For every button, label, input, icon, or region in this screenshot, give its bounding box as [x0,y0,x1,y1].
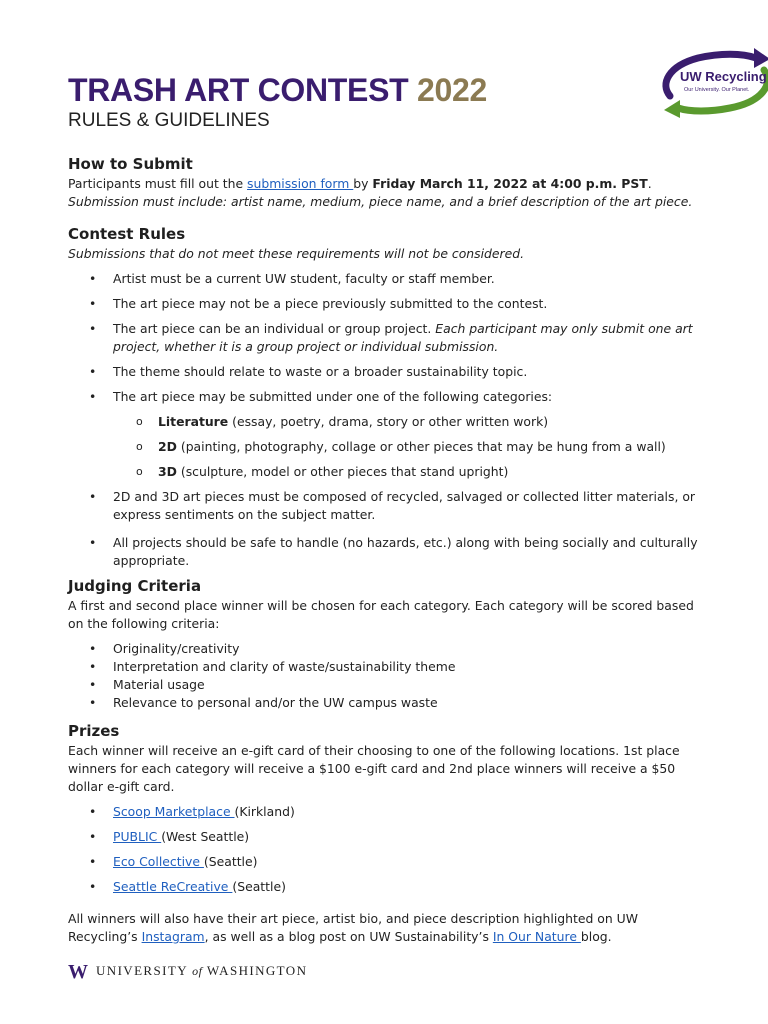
instagram-link[interactable]: Instagram [141,929,205,944]
bullet: • [89,389,97,404]
scoop-marketplace-link[interactable]: Scoop Marketplace [113,804,235,819]
list-item: • The art piece may be submitted under one of the following categories: [89,389,553,404]
footer [68,960,307,982]
submit-paragraph: Participants must fill out the submission form by Friday March 11, 2022 at 4:00 p.m. PST. Submission must include: artist name, medium, piece name, and a brief description of the art piece. [68,176,693,209]
bullet: • [89,271,97,286]
bullet: • [89,321,97,336]
judging-intro: A first and second place winner will be chosen for each category. Each category will be scored based on the following criteria: [68,598,694,631]
public-link[interactable]: PUBLIC [113,829,162,844]
page-subtitle: RULES & GUIDELINES [68,110,270,131]
submit-heading: How to Submit [68,155,193,173]
prizes-heading: Prizes [68,722,120,740]
location-item: • PUBLIC (West Seattle) [89,829,250,844]
uw-w-logo-icon [68,962,90,980]
bullet: • [89,677,97,692]
bullet: • [89,535,97,550]
title-year: 2022 [416,72,487,108]
in-our-nature-link[interactable]: In Our Nature [492,929,581,944]
list-item: • Originality/creativity [89,641,240,656]
category-item: o 2D (painting, photography, collage or other pieces that may be hung from a wall) [136,439,666,454]
location-item: • Seattle ReCreative (Seattle) [89,879,286,894]
bullet: • [89,804,97,819]
rules-intro: Submissions that do not meet these requirements will not be considered. [68,246,525,261]
bullet: • [89,854,97,869]
logo-text: UW Recycling [680,69,767,84]
list-item: • Interpretation and clarity of waste/sustainability theme [89,659,456,674]
prize-locations [68,803,700,896]
deadline: Friday March 11, 2022 at 4:00 p.m. PST [372,176,648,191]
judging-list [68,640,700,712]
prizes-intro: Each winner will receive an e-gift card of their choosing to one of the following locations. 1st place winners for each category will receive a $100 e-gift card and 2nd place winners will receive a $50 dollar e-gift card. [68,743,680,794]
rules-list-continued [68,488,700,570]
rules-heading: Contest Rules [68,225,186,243]
list-item: • The art piece may not be a piece previously submitted to the contest. [89,296,548,311]
submission-form-link[interactable]: submission form [247,176,354,191]
list-item: • Relevance to personal and/or the UW campus waste [89,695,438,710]
bullet: • [89,641,97,656]
bullet: • [89,879,97,894]
svg-text:W: W [68,962,88,980]
page-title: TRASH ART CONTEST 2022 [68,72,487,108]
submission-requirements: Submission must include: artist name, medium, piece name, and a brief description of the art piece. [68,194,693,209]
list-item: • All projects should be safe to handle (no hazards, etc.) along with being socially and culturally appropriate. [89,535,698,568]
uw-recycling-logo [658,44,768,122]
judging-heading: Judging Criteria [68,577,202,595]
closing-paragraph: All winners will also have their art piece, artist bio, and piece description highlighted on UW Recycling’s Instagram, as well as a blog post on UW Sustainability’s In Our Nature blog. [68,911,638,944]
list-item: • The theme should relate to waste or a broader sustainability topic. [89,364,528,379]
document-body [68,153,700,946]
list-item: • 2D and 3D art pieces must be composed of recycled, salvaged or collected litter materials, or express sentiments on the subject matter. [89,489,696,522]
category-item: o 3D (sculpture, model or other pieces that stand upright) [136,464,509,479]
location-item: • Scoop Marketplace (Kirkland) [89,804,295,819]
logo-tagline: Our University. Our Planet. [684,87,750,93]
eco-collective-link[interactable]: Eco Collective [113,854,204,869]
circle-bullet: o [136,465,143,478]
list-item: • Material usage [89,677,205,692]
list-item: • The art piece can be an individual or group project. Each participant may only submit one art project, whether it is a group project or individual submission. [89,321,693,354]
bullet: • [89,296,97,311]
bullet: • [89,364,97,379]
university-wordmark: UNIVERSITY of WASHINGTON [96,963,308,978]
seattle-recreative-link[interactable]: Seattle ReCreative [113,879,233,894]
list-item: • Artist must be a current UW student, faculty or staff member. [89,271,495,286]
bullet: • [89,695,97,710]
rules-list [68,270,700,406]
category-item: o Literature (essay, poetry, drama, story or other written work) [136,414,549,429]
location-item: • Eco Collective (Seattle) [89,854,258,869]
bullet: • [89,829,97,844]
bullet: • [89,659,97,674]
categories-list [68,413,700,481]
circle-bullet: o [136,440,143,453]
bullet: • [89,489,97,504]
circle-bullet: o [136,415,143,428]
